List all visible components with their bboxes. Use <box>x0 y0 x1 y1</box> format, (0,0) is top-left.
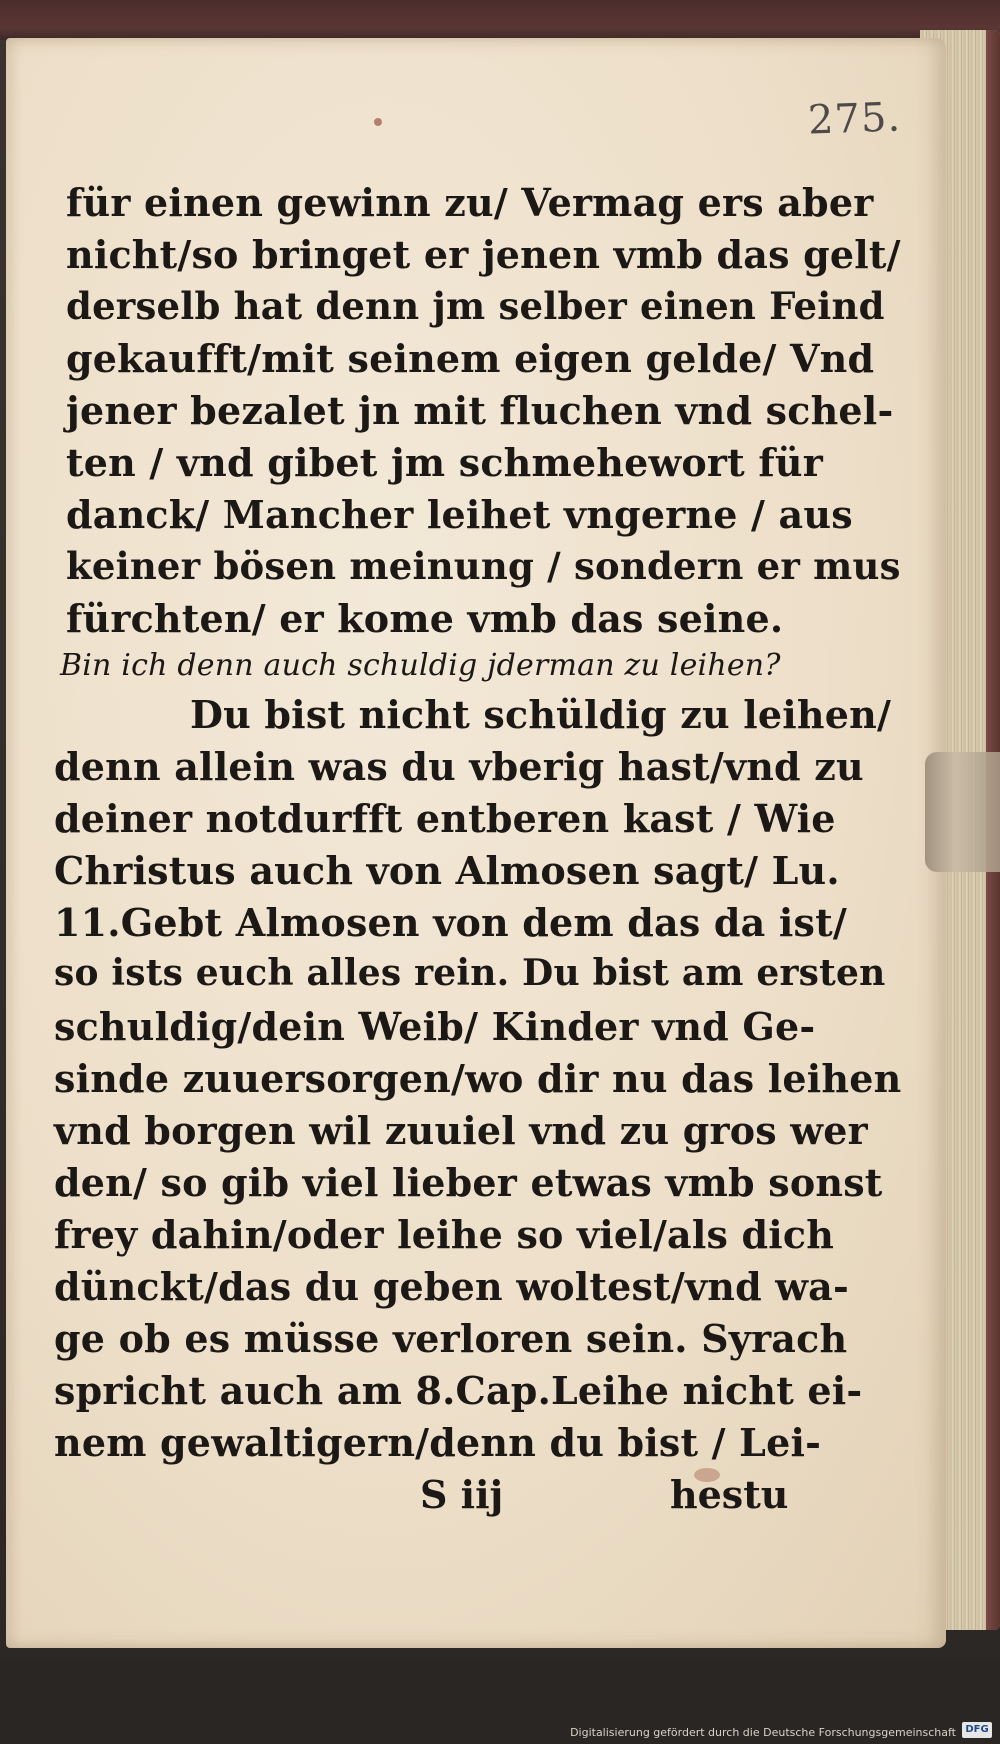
text-line: für einen gewinn zu/ Vermag ers aber <box>66 180 874 225</box>
text-line: jener bezalet jn mit fluchen vnd schel- <box>66 388 894 433</box>
text-line: derselb hat denn jm selber einen Feind <box>66 284 885 328</box>
text-line: frey dahin/oder leihe so viel/als dich <box>54 1212 835 1257</box>
text-line: vnd borgen wil zuuiel vnd zu gros wer <box>54 1108 868 1153</box>
text-line: keiner bösen meinung / sondern er mus <box>66 544 901 588</box>
catchword: hestu <box>670 1472 789 1517</box>
text-line: ge ob es müsse verloren sein. Syrach <box>54 1316 848 1361</box>
text-line: spricht auch am 8.Cap.Leihe nicht ei- <box>54 1368 863 1413</box>
section-heading: Bin ich denn auch schuldig jderman zu leihen? <box>60 648 781 683</box>
text-line: ten / vnd gibet jm schmehewort für <box>66 440 823 485</box>
text-line: den/ so gib viel lieber etwas vmb sonst <box>54 1160 883 1205</box>
text-line: danck/ Mancher leihet vngerne / aus <box>66 492 853 537</box>
text-line: dünckt/das du geben woltest/vnd wa- <box>54 1264 849 1309</box>
signature-mark: S iij <box>420 1472 504 1517</box>
dfg-logo-icon: DFG <box>962 1722 992 1738</box>
folio-number: 275. <box>807 94 902 144</box>
footer-credit: Digitalisierung gefördert durch die Deutsche Forschungsgemeinschaft <box>570 1726 956 1739</box>
text-line: nicht/so bringet er jenen vmb das gelt/ <box>66 232 901 277</box>
text-line: schuldig/dein Weib/ Kinder vnd Ge- <box>54 1004 816 1049</box>
text-line: Du bist nicht schüldig zu leihen/ <box>190 692 892 737</box>
text-line: nem gewaltigern/denn du bist / Lei- <box>54 1420 822 1465</box>
text-line: sinde zuuersorgen/wo dir nu das leihen <box>54 1056 902 1101</box>
text-line: deiner notdurfft entberen kast / Wie <box>54 796 836 841</box>
text-line: Christus auch von Almosen sagt/ Lu. <box>54 848 840 893</box>
text-line: fürchten/ er kome vmb das seine. <box>66 596 784 641</box>
text-line: gekaufft/mit seinem eigen gelde/ Vnd <box>66 336 875 381</box>
text-line: 11.Gebt Almosen von dem das da ist/ <box>54 900 847 945</box>
text-line: so ists euch alles rein. Du bist am ersten <box>54 952 886 994</box>
text-line: denn allein was du vberig hast/vnd zu <box>54 744 864 789</box>
